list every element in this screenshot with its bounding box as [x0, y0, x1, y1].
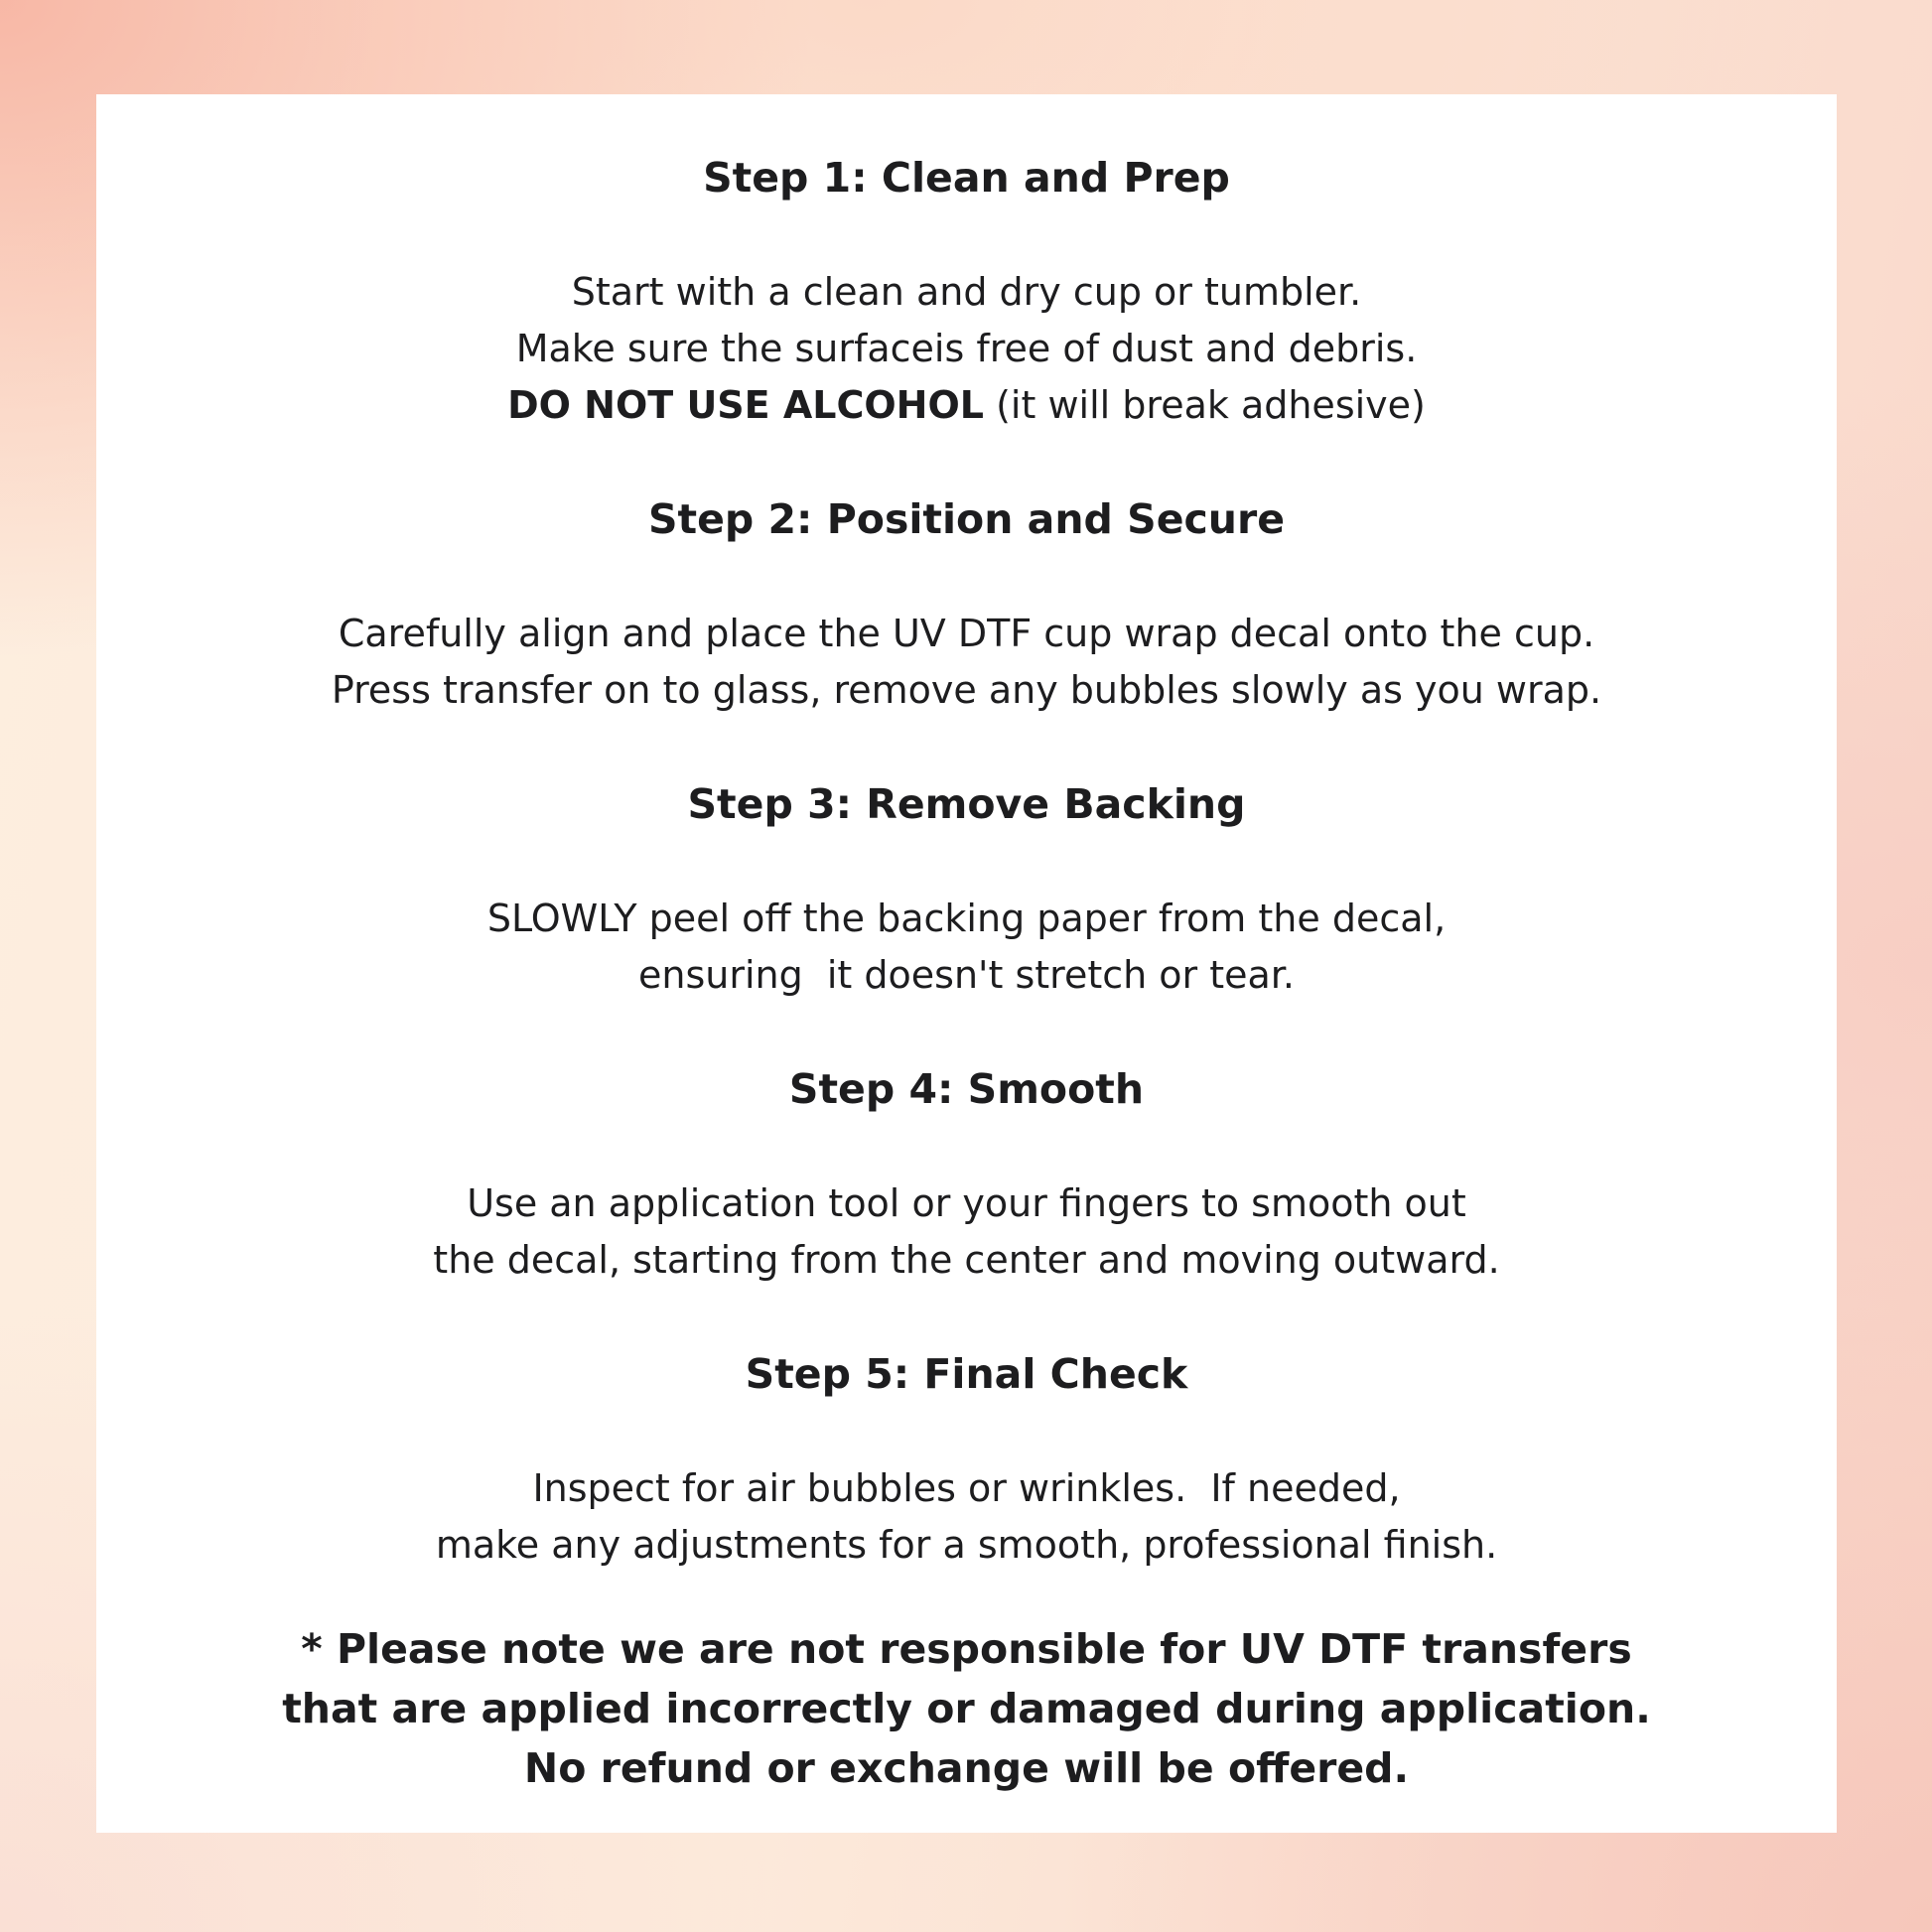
disclaimer-line-3: No refund or exchange will be offered.	[523, 1744, 1410, 1792]
step-1-line-2: Make sure the surfaceis free of dust and debris.	[515, 327, 1418, 370]
step-2-line-1: Carefully align and place the UV DTF cup wrap decal onto the cup.	[338, 612, 1595, 655]
step-2-body	[96, 606, 1837, 719]
step-5-section	[96, 1346, 1837, 1574]
step-2-line-2: Press transfer on to glass, remove any bubbles slowly as you wrap.	[331, 668, 1602, 712]
step-1-heading: Step 1: Clean and Prep	[703, 154, 1230, 202]
step-5-line-2: make any adjustments for a smooth, professional finish.	[435, 1523, 1498, 1567]
step-2-heading: Step 2: Position and Secure	[647, 495, 1286, 543]
step-1-body	[96, 264, 1837, 434]
step-4-line-1: Use an application tool or your fingers to smooth out	[467, 1181, 1466, 1225]
step-1-line-1: Start with a clean and dry cup or tumbler.	[571, 270, 1362, 314]
step-3-body	[96, 891, 1837, 1004]
step-1-section	[96, 150, 1837, 434]
disclaimer-section	[96, 1619, 1837, 1798]
step-4-body	[96, 1175, 1837, 1289]
step-5-body	[96, 1460, 1837, 1574]
instruction-card	[96, 94, 1837, 1833]
step-4-line-2: the decal, starting from the center and moving outward.	[433, 1238, 1500, 1282]
step-1-alcohol-warning	[96, 377, 1837, 434]
step-3-section	[96, 776, 1837, 1004]
step-3-line-1: SLOWLY peel off the backing paper from the decal,	[486, 897, 1447, 940]
step-2-section	[96, 491, 1837, 719]
disclaimer-line-2: that are applied incorrectly or damaged during application.	[282, 1685, 1651, 1732]
disclaimer-line-1: * Please note we are not responsible for UV DTF transfers	[301, 1625, 1632, 1673]
alcohol-warning-rest-text: (it will break adhesive)	[996, 383, 1426, 427]
step-3-line-2: ensuring it doesn't stretch or tear.	[637, 953, 1296, 997]
step-5-heading: Step 5: Final Check	[745, 1350, 1188, 1398]
step-3-heading: Step 3: Remove Backing	[687, 780, 1246, 828]
step-4-section	[96, 1061, 1837, 1289]
step-4-heading: Step 4: Smooth	[788, 1065, 1145, 1113]
step-5-line-1: Inspect for air bubbles or wrinkles. If needed,	[532, 1466, 1401, 1510]
alcohol-warning-bold-text: DO NOT USE ALCOHOL	[507, 383, 984, 427]
